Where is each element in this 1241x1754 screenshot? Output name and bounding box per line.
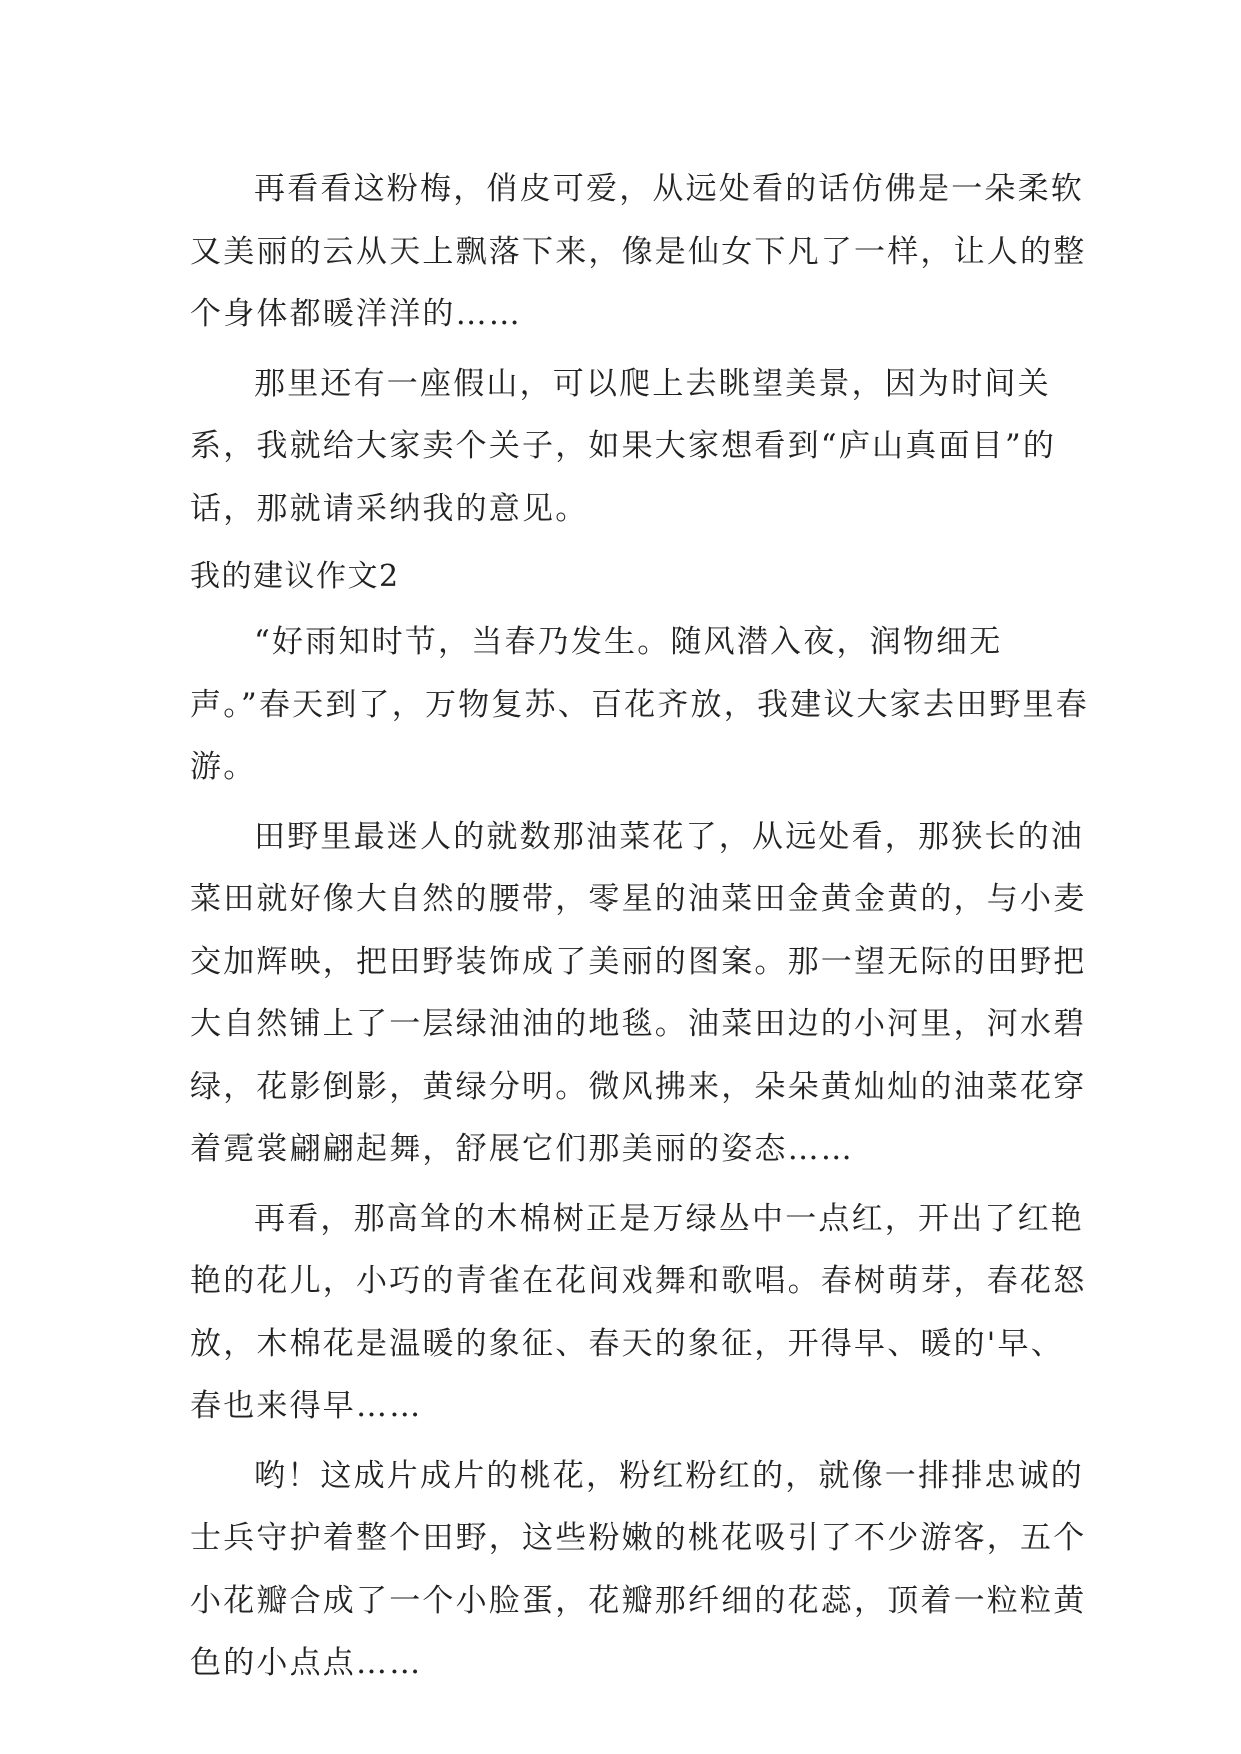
document-body xyxy=(190,158,1090,1702)
paragraph-spring-rain: “好雨知时节，当春乃发生。随风潜入夜，润物细无声。”春天到了，万物复苏、百花齐放，我建议大家去田野里春游。 xyxy=(190,624,1089,785)
paragraph-peach-blossom: 哟！这成片成片的桃花，粉红粉红的，就像一排排忠诚的士兵守护着整个田野，这些粉嫩的桃花吸引了不少游客，五个小花瓣合成了一个小脸蛋，花瓣那纤细的花蕊，顶着一粒粒黄色的小点点…… xyxy=(190,1457,1087,1681)
paragraph-rapeseed: 田野里最迷人的就数那油菜花了，从远处看，那狭长的油菜田就好像大自然的腰带，零星的油菜田金黄金黄的，与小麦交加辉映，把田野装饰成了美丽的图案。那一望无际的田野把大自然铺上了一层绿油油的地毯。油菜田边的小河里，河水碧绿，花影倒影，黄绿分明。微风拂来，朵朵黄灿灿的油菜花穿着霓裳翩翩起舞，舒展它们那美丽的姿态…… xyxy=(190,818,1087,1167)
paragraph-pink-plum: 再看看这粉梅，俏皮可爱，从远处看的话仿佛是一朵柔软又美丽的云从天上飘落下来，像是仙女下凡了一样，让人的整个身体都暖洋洋的…… xyxy=(190,171,1087,332)
paragraph-kapok: 再看，那高耸的木棉树正是万绿丛中一点红，开出了红艳艳的花儿，小巧的青雀在花间戏舞和歌唱。春树萌芽，春花怒放，木棉花是温暖的象征、春天的象征，开得早、暖的'早、春也来得早…… xyxy=(190,1200,1087,1424)
paragraph-rockery: 那里还有一座假山，可以爬上去眺望美景，因为时间关系，我就给大家卖个关子，如果大家想看到“庐山真面目”的话，那就请采纳我的意见。 xyxy=(190,365,1057,527)
section-title: 我的建议作文2 xyxy=(190,559,400,594)
